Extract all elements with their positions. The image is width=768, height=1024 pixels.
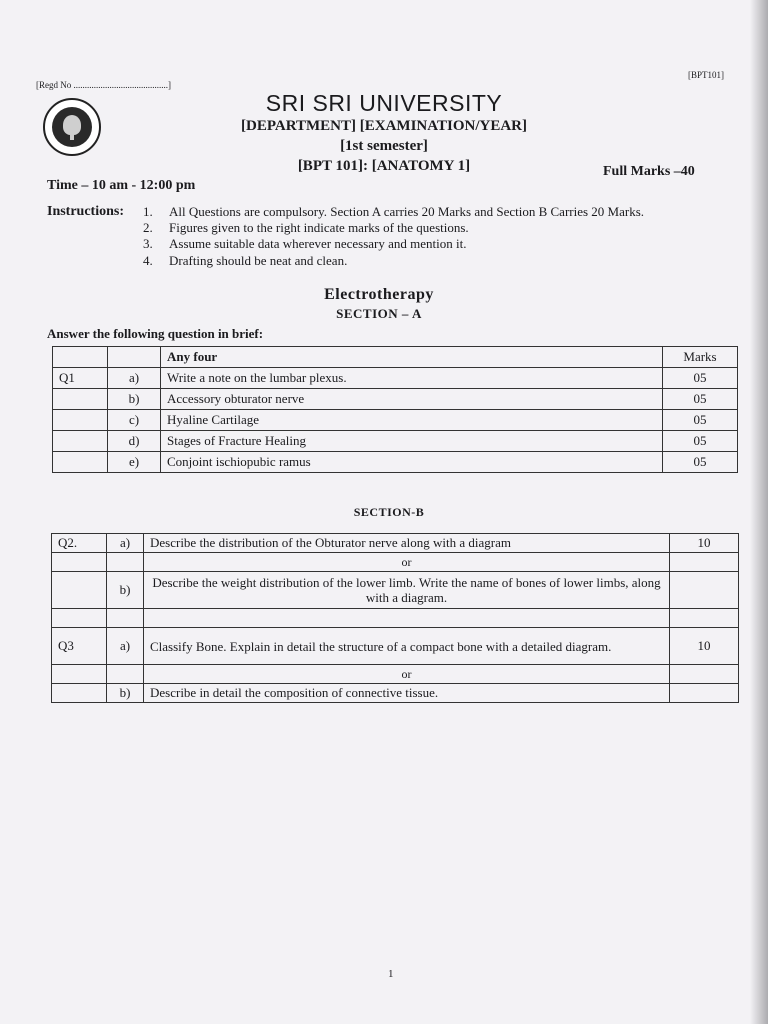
instruction-item: 3. Assume suitable data wherever necessary and mention it. — [143, 236, 467, 251]
or-separator: or — [144, 665, 670, 684]
table-row — [52, 684, 739, 703]
instruction-item: 1. All Questions are compulsory. Section A carries 20 Marks and Section B Carries 20 Marks. — [143, 204, 645, 219]
sub-question-label: b) — [107, 572, 144, 609]
question-text: Classify Bone. Explain in detail the structure of a compact bone with a detailed diagram. — [144, 628, 670, 665]
question-marks: 05 — [663, 410, 738, 431]
question-marks: 10 — [670, 628, 739, 665]
question-text: Describe the distribution of the Obturator nerve along with a diagram — [144, 534, 670, 553]
table-row — [53, 368, 738, 389]
registration-number-field: [Regd No ..........................................] — [36, 80, 171, 90]
subject-title: Electrotherapy — [324, 286, 434, 303]
department-line: [DEPARTMENT] [EXAMINATION/YEAR] — [241, 118, 527, 134]
instructions-label: Instructions: — [47, 204, 125, 219]
section-a-title: SECTION – A — [336, 306, 422, 321]
exam-time: Time – 10 am - 12:00 pm — [47, 178, 196, 193]
full-marks: Full Marks –40 — [603, 164, 695, 179]
section-a-instruction: Answer the following question in brief: — [47, 326, 264, 341]
instruction-item: 4. Drafting should be neat and clean. — [143, 253, 348, 268]
page-number: 1 — [388, 968, 394, 980]
table-row — [53, 452, 738, 473]
table-row — [53, 431, 738, 452]
marks-header: Marks — [663, 347, 738, 368]
table-row — [52, 665, 739, 684]
question-marks: 05 — [663, 452, 738, 473]
table-row — [52, 534, 739, 553]
question-marks: 05 — [663, 431, 738, 452]
table-row — [52, 553, 739, 572]
sub-question-label: a) — [107, 628, 144, 665]
question-text: Stages of Fracture Healing — [161, 431, 663, 452]
question-text: Describe in detail the composition of connective tissue. — [144, 684, 670, 703]
section-b-table — [51, 533, 739, 703]
sub-question-label: b) — [107, 684, 144, 703]
paper-code: [BPT101] — [688, 70, 724, 80]
sub-question-label: b) — [108, 389, 161, 410]
question-text: Conjoint ischiopubic ramus — [161, 452, 663, 473]
question-marks: 05 — [663, 368, 738, 389]
semester-line: [1st semester] — [340, 138, 428, 154]
table-row — [53, 410, 738, 431]
sub-question-label: e) — [108, 452, 161, 473]
table-header-row — [53, 347, 738, 368]
sub-question-label: d) — [108, 431, 161, 452]
table-row — [53, 389, 738, 410]
table-row — [52, 628, 739, 665]
question-number: Q1 — [53, 368, 108, 389]
sub-question-label: a) — [107, 534, 144, 553]
sub-question-label: c) — [108, 410, 161, 431]
instruction-item: 2. Figures given to the right indicate marks of the questions. — [143, 220, 469, 235]
question-number: Q3 — [52, 628, 107, 665]
or-separator: or — [144, 553, 670, 572]
question-text: Write a note on the lumbar plexus. — [161, 368, 663, 389]
question-text: Describe the weight distribution of the lower limb. Write the name of bones of lower limbs, along with a diagram. — [144, 572, 670, 609]
question-marks: 10 — [670, 534, 739, 553]
page-edge-shadow — [750, 0, 768, 1024]
sub-question-label: a) — [108, 368, 161, 389]
section-a-table — [52, 346, 738, 473]
any-four-header: Any four — [161, 347, 663, 368]
course-line: [BPT 101]: [ANATOMY 1] — [297, 158, 471, 174]
question-text: Hyaline Cartilage — [161, 410, 663, 431]
question-text: Accessory obturator nerve — [161, 389, 663, 410]
university-name: SRI SRI UNIVERSITY — [265, 90, 503, 116]
question-marks: 05 — [663, 389, 738, 410]
section-b-title: SECTION-B — [353, 505, 425, 519]
table-row — [52, 572, 739, 609]
question-number: Q2. — [52, 534, 107, 553]
table-row — [52, 609, 739, 628]
